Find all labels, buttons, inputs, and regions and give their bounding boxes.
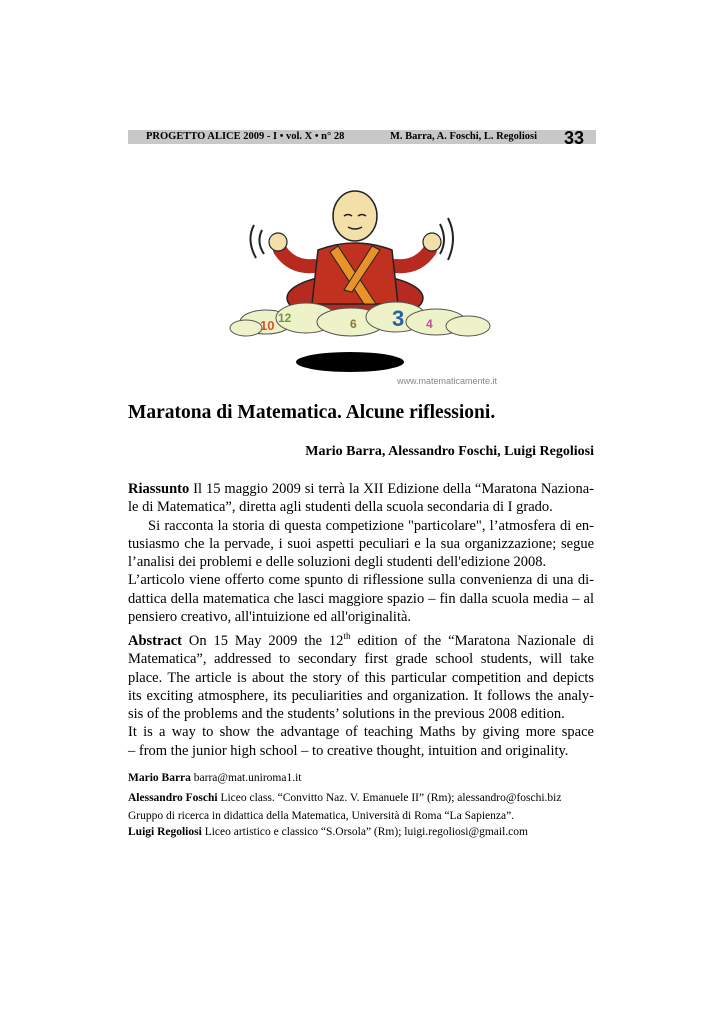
text-line: It is a way to show the advantage of teaching Maths by giving more space [128, 724, 594, 741]
cloud-number: 6 [350, 317, 357, 331]
cloud-number: 3 [392, 306, 405, 331]
text-line: pensiero creativo, all'intuizione ed all'originalità. [128, 609, 412, 626]
text-line: its exciting atmosphere, its peculiarities and organization. It follows the analy- [128, 687, 594, 704]
article-authors: Mario Barra, Alessandro Foschi, Luigi Regoliosi [305, 444, 594, 459]
affiliation-line: Alessandro Foschi Liceo class. “Convitto Naz. V. Emanuele II” (Rm); alessandro@foschi.biz [128, 792, 562, 804]
affiliation-line: Luigi Regoliosi Liceo artistico e classico “S.Orsola” (Rm); luigi.regoliosi@gmail.com [128, 826, 528, 838]
riassunto-section [128, 480, 594, 626]
text-line: L’articolo viene offerto come spunto di riflessione sulla convenienza di una di- [128, 572, 594, 589]
journal-info: PROGETTO ALICE 2009 - I • vol. X • n° 28 [146, 131, 345, 142]
affiliation-name: Luigi Regoliosi [128, 826, 202, 838]
article-title: Maratona di Matematica. Alcune riflessioni. [128, 402, 496, 423]
cloud-number: 4 [426, 317, 433, 331]
abstract-section [128, 632, 594, 760]
illustration-watermark: www.matematicamente.it [397, 376, 498, 386]
header-authors: M. Barra, A. Foschi, L. Regoliosi [390, 131, 537, 142]
cloud-number: 10 [260, 318, 275, 333]
text-line: – from the junior high school – to creative thought, intuition and originality. [128, 742, 569, 759]
meditating-monk-illustration [226, 180, 516, 380]
abstract-keyword: Abstract [128, 633, 182, 649]
text-line: place. The article is about the story of this particular competition and depicts [128, 669, 594, 686]
text-line: Riassunto Il 15 maggio 2009 si terrà la XII Edizione della “Maratona Naziona- [128, 481, 594, 497]
text-line: Si racconta la storia di questa competizione "particolare", l’atmosfera di en- [148, 517, 594, 534]
affiliation-name: Mario Barra [128, 772, 191, 784]
cloud-number: 12 [278, 311, 292, 325]
text-line: l’analisi dei problemi e delle soluzioni degli studenti dell'edizione 2008. [128, 554, 547, 571]
affiliation-line: Gruppo di ricerca in didattica della Matematica, Università di Roma “La Sapienza”. [128, 810, 515, 822]
text-line: le di Matematica”, diretta agli studenti della scuola secondaria di I grado. [128, 499, 553, 516]
text-line: sis of the problems and the students’ solutions in the previous 2008 edition. [128, 706, 565, 723]
text-line: Abstract On 15 May 2009 the 12th edition of the “Maratona Nazionale di [128, 631, 595, 649]
text-line: Matematica”, addressed to secondary first grade school students, will take [128, 651, 594, 668]
text-line: tusiasmo che la pervade, i suoi aspetti peculiari e la sua organizzazione; segue [128, 535, 594, 552]
riassunto-keyword: Riassunto [128, 481, 190, 497]
page-number: 33 [564, 128, 585, 148]
affiliation-line: Mario Barra barra@mat.uniroma1.it [128, 772, 302, 784]
text-line: dattica della matematica che lasci maggiore spazio – fin dalla scuola media – al [128, 590, 594, 607]
affiliation-name: Alessandro Foschi [128, 792, 218, 804]
